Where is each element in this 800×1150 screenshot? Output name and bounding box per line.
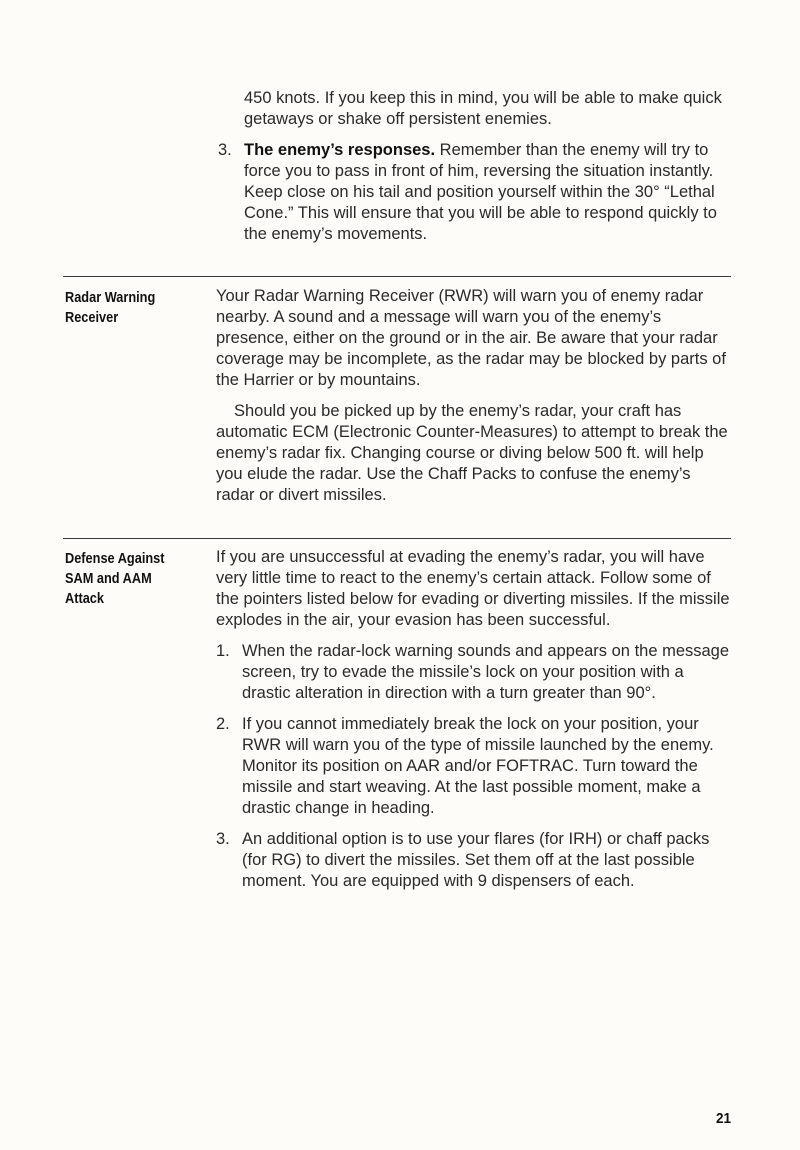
section-divider bbox=[63, 276, 731, 277]
defense-section-body bbox=[216, 547, 730, 902]
list-number: 3. bbox=[218, 141, 232, 159]
continuation-paragraph: 450 knots. If you keep this in mind, you will be able to make quick getaways or shake off persistent enemies. bbox=[244, 89, 722, 128]
page-number: 21 bbox=[716, 1110, 732, 1127]
list-item-text: If you cannot immediately break the lock on your position, your RWR will warn you of the type of missile launched by the enemy. Monitor its position on AAR and/or FOFTRAC. Turn toward the missile and start weaving. At the last possible moment, make a drastic change in heading. bbox=[242, 715, 714, 817]
previous-section-continuation bbox=[218, 88, 730, 255]
list-item bbox=[216, 714, 730, 819]
radar-paragraph-2: Should you be picked up by the enemy’s radar, your craft has automatic ECM (Electronic Counter-Measures) to attempt to break the enemy’s radar fix. Changing course or diving below 500 ft. will help you elude the radar. Use the Chaff Packs to confuse the enemy’s radar or divert missiles. bbox=[216, 402, 728, 504]
list-item bbox=[216, 829, 730, 892]
list-item-lead: The enemy’s responses. bbox=[244, 141, 436, 159]
evasion-steps-list bbox=[216, 641, 730, 892]
list-item-text: An additional option is to use your flares (for IRH) or chaff packs (for RG) to divert the missiles. Set them off at the last possible moment. You are equipped with 9 dispensers of each. bbox=[242, 830, 710, 890]
list-number: 3. bbox=[216, 830, 230, 848]
list-item-3-enemy-responses bbox=[218, 140, 730, 245]
list-item bbox=[216, 641, 730, 704]
radar-paragraph-1: Your Radar Warning Receiver (RWR) will warn you of enemy radar nearby. A sound and a message will warn you of the enemy’s presence, either on the ground or in the air. Be aware that your radar coverage may be incomplete, as the radar may be blocked by parts of the Harrier or by mountains. bbox=[216, 287, 726, 389]
radar-section-body bbox=[216, 286, 730, 506]
list-number: 1. bbox=[216, 642, 230, 660]
list-item-text: When the radar-lock warning sounds and appears on the message screen, try to evade the missile’s lock on your position with a drastic alteration in direction with a turn greater than 90°. bbox=[242, 642, 730, 702]
list-number: 2. bbox=[216, 715, 230, 733]
list-item-text: Remember than the enemy will try to force you to pass in front of him, reversing the situation instantly. Keep close on his tail and position yourself within the 30° “Lethal Cone.” This will ensure that you will be able to respond quickly to the enemy’s movements. bbox=[244, 141, 717, 243]
section-label-radar-warning-receiver: Radar Warning Receiver bbox=[65, 290, 156, 326]
section-divider bbox=[63, 538, 731, 539]
section-label-defense-against-sam-aam: Defense Against SAM and AAM Attack bbox=[65, 551, 165, 607]
defense-intro-paragraph: If you are unsuccessful at evading the enemy’s radar, you will have very little time to react to the enemy’s certain attack. Follow some of the pointers listed below for evading or diverting missiles. If the missile explodes in the air, your evasion has been successful. bbox=[216, 548, 730, 629]
